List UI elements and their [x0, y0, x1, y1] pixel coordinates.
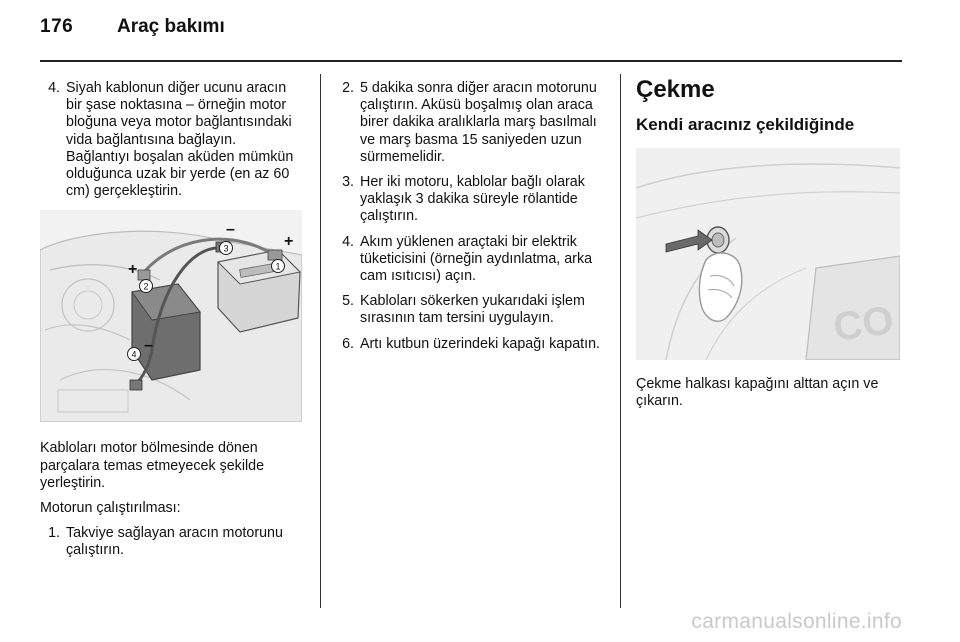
middle-column: [334, 80, 606, 361]
step-number: 4.: [48, 80, 60, 96]
jump-start-drawing: [40, 210, 302, 422]
plus-sign-discharged: +: [128, 261, 138, 279]
step-text: Siyah kablonun diğer ucunu aracın bir şase noktasına – örneğin motor bloğuna veya motor bağlantısındaki vida bağlantısına bağlayın. Bağlantıyı boşalan aküden mümkün olduğunca uzak bir yerde (en az 60 cm) gerçekleştirin.: [66, 80, 294, 200]
left-column: [40, 80, 302, 568]
step-number: 5.: [342, 293, 354, 310]
list-item-step-2: [334, 80, 606, 166]
list-item-step-5: [334, 293, 606, 327]
column-divider-1: [320, 74, 321, 608]
list-item-step-4: [334, 234, 606, 286]
step-text: Akım yüklenen araçtaki bir elektrik tüketicisini (örneğin aydınlatma, arka cam ısıtıcısı) açın.: [360, 233, 593, 285]
subsection-title: Kendi aracınız çekildiğinde: [636, 115, 855, 134]
minus-sign-donor: –: [226, 221, 235, 239]
callout-1: 1: [275, 261, 281, 272]
right-column: [636, 76, 900, 418]
jump-start-illustration: [40, 210, 302, 422]
watermark: carmanualsonline.info: [691, 610, 902, 633]
license-plate-text: CO: [830, 297, 897, 350]
list-item-step-3: [334, 174, 606, 226]
minus-sign-ground: –: [144, 337, 153, 355]
left-body-text: [40, 440, 302, 559]
step-list-left-bottom: [40, 525, 302, 559]
column-divider-2: [620, 74, 621, 608]
towing-caption: Çekme halkası kapağını alttan açın ve çıkarın.: [636, 376, 879, 410]
towing-eye-cover-illustration: [636, 148, 900, 360]
callout-2: 2: [143, 281, 149, 292]
list-item-step-4: [40, 80, 302, 200]
header-rule: [40, 60, 902, 62]
callout-4: 4: [131, 349, 137, 360]
step-text: Her iki motoru, kablolar bağlı olarak yaklaşık 3 dakika süreyle rölantide çalıştırın.: [360, 174, 585, 225]
towing-eye-drawing: [636, 148, 900, 360]
page-title: Araç bakımı: [117, 16, 225, 37]
step-list-middle: [334, 80, 606, 353]
step-text: Artı kutbun üzerindeki kapağı kapatın.: [360, 335, 601, 352]
step-text: 5 dakika sonra diğer aracın motorunu çalıştırın. Aküsü boşalmış olan araca birer dakika aralıklarla marş basılmalı ve marş basma 15 saniyeden uzun sürmemelidir.: [360, 80, 597, 165]
cable-routing-paragraph: Kabloları motor bölmesinde dönen parçalara temas etmeyecek şekilde yerleştirin.: [40, 440, 265, 491]
step-number: 1.: [48, 525, 60, 542]
step-number: 3.: [342, 174, 354, 191]
step-text: Takviye sağlayan aracın motorunu çalıştırın.: [66, 525, 283, 559]
page-number: 176: [40, 16, 74, 37]
list-item-step-6: [334, 336, 606, 353]
engine-start-heading: Motorun çalıştırılması:: [40, 500, 181, 517]
step-list-left-top: [40, 80, 302, 200]
list-item-step-1: [40, 525, 302, 559]
callout-3: 3: [223, 243, 229, 254]
plus-sign-donor: +: [284, 233, 294, 251]
step-text: Kabloları sökerken yukarıdaki işlem sırasının tam tersini uygulayın.: [360, 293, 585, 327]
step-number: 2.: [342, 80, 354, 96]
step-number: 6.: [342, 335, 354, 352]
step-number: 4.: [342, 233, 354, 250]
section-title: Çekme: [636, 76, 715, 103]
